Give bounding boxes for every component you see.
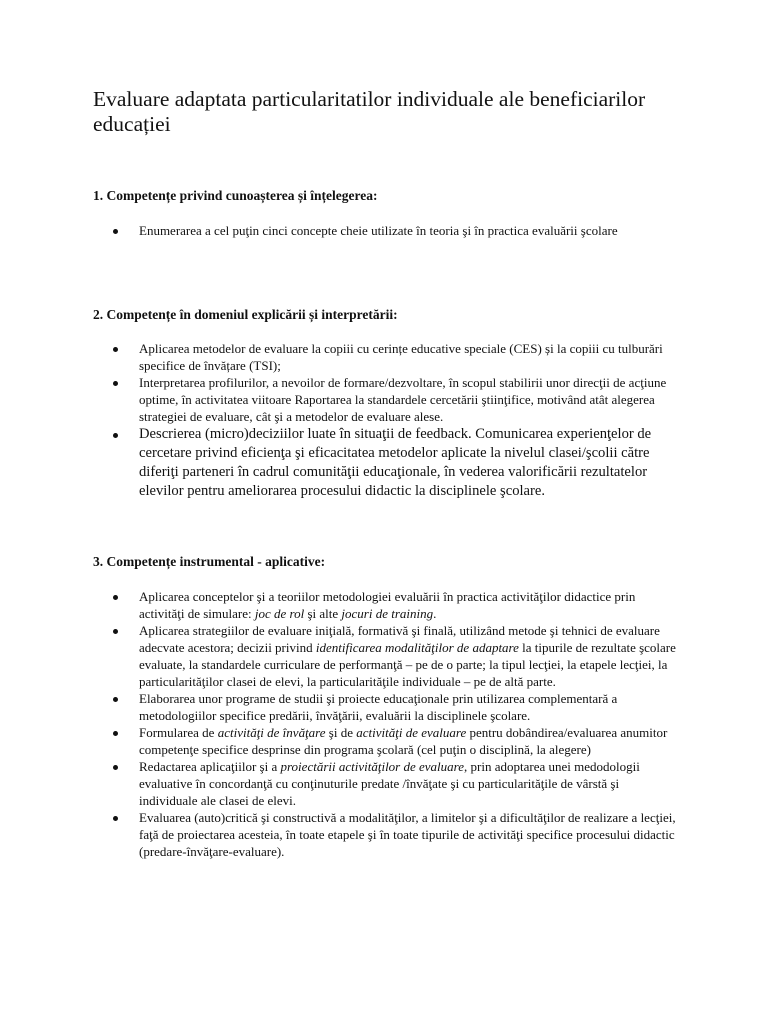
bullet-icon: [113, 731, 118, 736]
list-item: [93, 809, 678, 860]
bullet-icon: [113, 697, 118, 702]
section-1-list: [93, 222, 678, 239]
list-item-text: Aplicarea strategiilor de evaluare iniţială, formativă şi finală, utilizând metode şi tehnici de evaluare adecvate acestora; decizii privind identificarea modalităţilor de adaptare la tipurile de rezultate şcolare evaluate, la standardele curriculare de performanţă – pe de o parte; la tipul lecţiei, la etapele lecţiei, la particularităţilor clasei de elevi, la particularităţile individuale – pe de altă parte.: [139, 623, 676, 689]
list-item: [93, 374, 678, 425]
bullet-icon: [113, 765, 118, 770]
section-3-heading: 3. Competențe instrumental - aplicative:: [93, 554, 326, 569]
section-1-heading: 1. Competențe privind cunoașterea și înțelegerea:: [93, 188, 378, 203]
list-item-text: Aplicarea conceptelor şi a teoriilor metodologiei evaluării în practica activităţilor didactice prin activităţi de simulare: joc de rol şi alte jocuri de training.: [139, 589, 636, 621]
list-item: [93, 340, 678, 374]
list-item-text: Interpretarea profilurilor, a nevoilor de formare/dezvoltare, în scopul stabilirii unor direcţii de acţiune optime, în activitatea viitoare Raportarea la standardele cercetării ştiinţifice, motivând atât alegerea strategiei de evaluare, cât şi a metodelor de evaluare alese.: [139, 375, 667, 424]
bullet-icon: [113, 433, 118, 438]
bullet-icon: [113, 816, 118, 821]
list-item-text: Elaborarea unor programe de studii şi proiecte educaţionale prin utilizarea complementară a metodologiilor specifice predării, învăţării, evaluării la disciplinele şcolare.: [139, 691, 618, 723]
list-item-text: Formularea de activităţi de învăţare şi de activităţi de evaluare pentru dobândirea/evaluarea anumitor competenţe specifice desprinse din programa şcolară (cel puţin o disciplină, la alegere): [139, 725, 668, 757]
bullet-icon: [113, 595, 118, 600]
list-item: [93, 690, 678, 724]
list-item-text: Descrierea (micro)deciziilor luate în situaţii de feedback. Comunicarea experienţelor de cercetare privind eficienţa şi eficacitatea metodelor aplicate la nivelul clasei/şcolii către diferiţi parteneri în cadrul comunităţii educaţionale, în vederea valorificării rezultatelor elevilor pentru ameliorarea procesului didactic la disciplinele şcolare.: [139, 426, 652, 499]
list-item-text: Aplicarea metodelor de evaluare la copiii cu cerințe educative speciale (CES) și la copiii cu tulburări specifice de învățare (TSI);: [139, 341, 663, 373]
list-item-text: Redactarea aplicaţiilor şi a proiectării activităţilor de evaluare, prin adoptarea unei medodologii evaluative în concordanţă cu conţinuturile predate /învăţate şi cu particularităţile de vârstă şi individuale ale clasei de elevi.: [139, 759, 640, 808]
list-item: [93, 724, 678, 758]
bullet-icon: [113, 229, 118, 234]
section-2-list: [93, 340, 678, 501]
list-item: [93, 222, 678, 239]
list-item: [93, 588, 678, 622]
section-3-list: [93, 588, 678, 860]
document-title: Evaluare adaptata particularitatilor individuale ale beneficiarilor educației: [93, 87, 646, 136]
list-item: [93, 758, 678, 809]
list-item: [93, 425, 678, 501]
list-item-text: Enumerarea a cel puţin cinci concepte cheie utilizate în teoria şi în practica evaluării şcolare: [139, 223, 618, 238]
bullet-icon: [113, 347, 118, 352]
list-item: [93, 622, 678, 690]
bullet-icon: [113, 629, 118, 634]
section-2-heading: 2. Competențe în domeniul explicării și interpretării:: [93, 307, 398, 322]
bullet-icon: [113, 381, 118, 386]
list-item-text: Evaluarea (auto)critică şi constructivă a modalităţilor, a limitelor şi a dificultăţilor de realizare a lecţiei, faţă de proiectarea acesteia, în toate etapele şi în toate tipurile de activităţi specifice procesului didactic (predare-învăţare-evaluare).: [139, 810, 676, 859]
